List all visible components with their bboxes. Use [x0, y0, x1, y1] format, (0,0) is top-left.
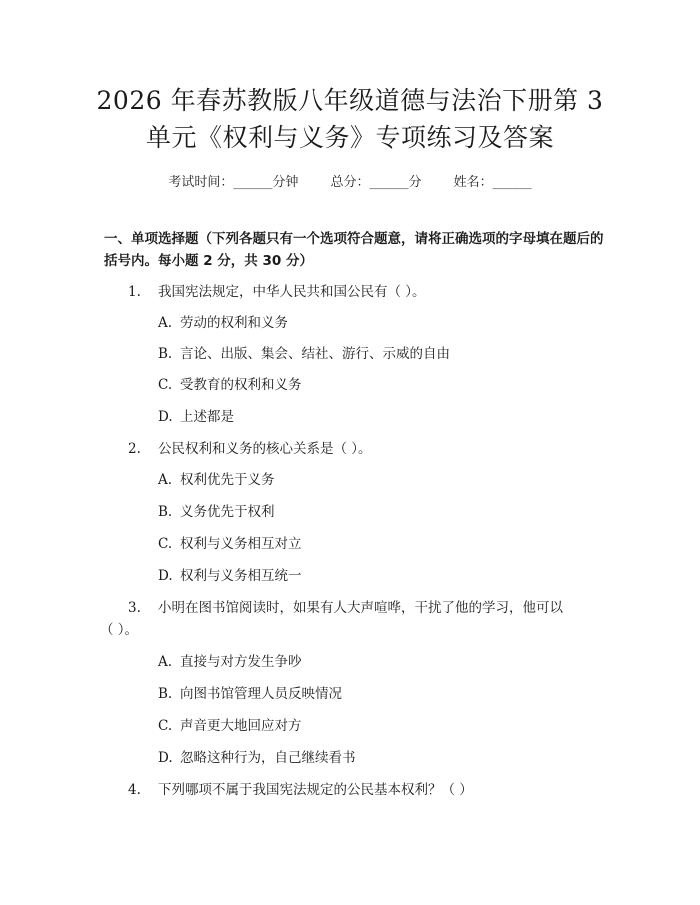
question-1-option-b: [158, 343, 598, 365]
option-text: 上述都是: [180, 409, 234, 425]
question-text: 公民权利和义务的核心关系是（ ）。: [158, 441, 372, 457]
student-name-field: 姓名：______: [453, 175, 532, 190]
question-3-continued: [100, 619, 600, 641]
option-letter: B.: [158, 686, 173, 702]
question-3-option-a: [158, 651, 598, 673]
option-text: 向图书馆管理人员反映情况: [180, 686, 342, 702]
option-letter: D.: [158, 750, 173, 766]
question-4: [104, 779, 604, 801]
option-letter: A.: [158, 472, 173, 488]
option-letter: B.: [158, 504, 173, 520]
question-3-option-b: [158, 683, 598, 705]
question-number: 2.: [128, 441, 141, 457]
question-3-option-c: [158, 715, 598, 737]
question-2-option-a: [158, 469, 598, 491]
option-text: 劳动的权利和义务: [180, 315, 288, 331]
question-1: [104, 281, 604, 303]
question-number: 1.: [128, 284, 141, 300]
option-letter: C.: [158, 718, 173, 734]
option-text: 受教育的权利和义务: [180, 377, 302, 393]
question-2-option-d: [158, 565, 598, 587]
section-heading: 一、单项选择题（下列各题只有一个选项符合题意，请将正确选项的字母填在题后的括号内。每小题 2 分，共 30 分）: [104, 231, 604, 269]
option-text: 忽略这种行为，自己继续看书: [180, 750, 356, 766]
option-text: 言论、出版、集会、结社、游行、示威的自由: [180, 346, 450, 362]
question-2-option-b: [158, 501, 598, 523]
question-3-option-d: [158, 747, 598, 769]
option-letter: A.: [158, 654, 173, 670]
exam-meta-row: [0, 171, 700, 190]
question-text-line-1: 小明在图书馆阅读时，如果有人大声喧哗，干扰了他的学习，他可以: [158, 600, 563, 616]
question-number: 4.: [128, 782, 141, 798]
option-text: 声音更大地回应对方: [180, 718, 302, 734]
question-1-option-c: [158, 374, 598, 396]
exam-time-field: 考试时间：______分钟: [168, 175, 299, 190]
option-text: 义务优先于权利: [180, 504, 275, 520]
option-letter: B.: [158, 346, 173, 362]
option-letter: A.: [158, 315, 173, 331]
document-title-line-1: 2026 年春苏教版八年级道德与法治下册第 3: [96, 86, 604, 115]
question-1-option-a: [158, 312, 598, 334]
option-text: 权利与义务相互对立: [180, 536, 302, 552]
question-2: [104, 438, 604, 460]
option-letter: D.: [158, 409, 173, 425]
option-letter: C.: [158, 536, 173, 552]
question-text-line-2: （ ）。: [100, 622, 139, 638]
question-text: 下列哪项不属于我国宪法规定的公民基本权利？（ ）: [158, 782, 473, 798]
question-3: [104, 597, 604, 619]
option-text: 直接与对方发生争吵: [180, 654, 302, 670]
question-number: 3.: [128, 600, 141, 616]
question-1-option-d: [158, 406, 598, 428]
option-text: 权利优先于义务: [180, 472, 275, 488]
question-text: 我国宪法规定，中华人民共和国公民有（ ）。: [158, 284, 426, 300]
option-letter: D.: [158, 568, 173, 584]
question-2-option-c: [158, 533, 598, 555]
document-title-line-2: 单元《权利与义务》专项练习及答案: [145, 123, 554, 152]
option-text: 权利与义务相互统一: [180, 568, 302, 584]
option-letter: C.: [158, 377, 173, 393]
total-score-field: 总分：______分: [330, 175, 422, 190]
